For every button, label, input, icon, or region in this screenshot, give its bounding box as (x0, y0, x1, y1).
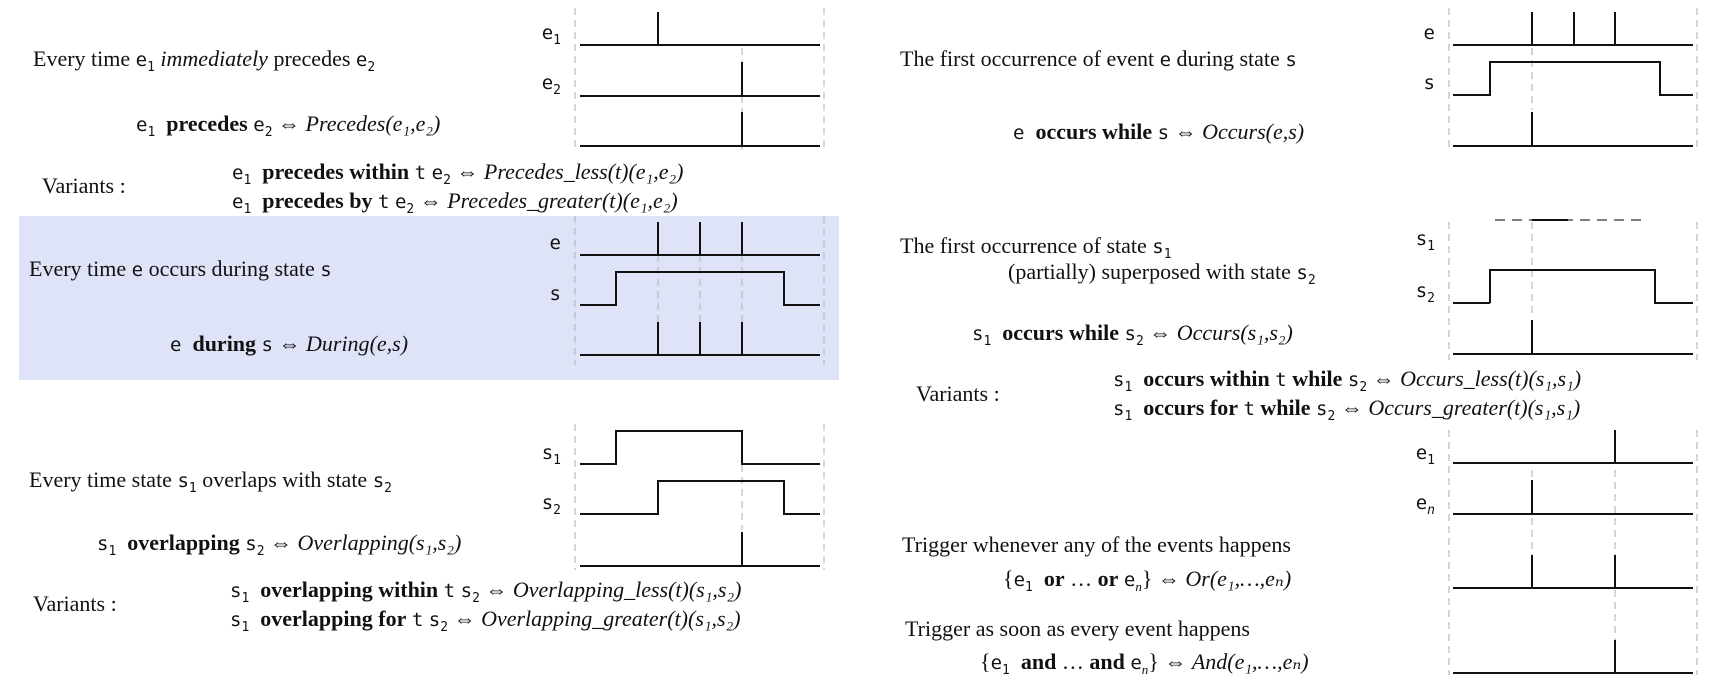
signal-label-r-s: s (1423, 72, 1435, 94)
variant-overlapping-within: $s_1$ overlapping within t $s_2$ ⇔ Overlapping_less(t)(s₁,s₂) (230, 577, 742, 606)
desc-occurs-state-line2: (partially) superposed with state $s_2$ (1008, 259, 1316, 288)
formula-precedes: $e_1$ precedes $e_2$ ⇔ Precedes(e₁,e₂) (136, 111, 441, 140)
signal-label-s2: $s_2$ (541, 492, 561, 518)
desc-during: Every time e occurs during state s (29, 256, 332, 281)
desc-overlapping: Every time state $s_1$ overlaps with state $s_2$ (29, 467, 392, 496)
signal-label-s1: $s_1$ (541, 442, 561, 468)
signal-label-r-s2: $s_2$ (1415, 280, 1435, 306)
formula-overlapping: $s_1$ overlapping $s_2$ ⇔ Overlapping(s₁,s₂) (97, 530, 462, 559)
formula-or: {$e_1$ or … or $e_n$} ⇔ Or(e₁,…,eₙ) (1003, 566, 1292, 595)
signal-label-s: s (549, 283, 561, 305)
variant-occurs-for: $s_1$ occurs for t while $s_2$ ⇔ Occurs_greater(t)(s₁,s₁) (1113, 395, 1581, 424)
variant-occurs-within: $s_1$ occurs within t while $s_2$ ⇔ Occurs_less(t)(s₁,s₁) (1113, 366, 1582, 395)
signal-label-r-e1: $e_1$ (1415, 442, 1435, 468)
desc-occurs-event: The first occurrence of event e during state s (900, 46, 1297, 71)
desc-precedes: Every time $e_1$ immediately precedes $e_2$ (33, 46, 376, 75)
formula-occurs-event: e occurs while s ⇔ Occurs(e,s) (1013, 119, 1305, 144)
desc-and: Trigger as soon as every event happens (905, 616, 1250, 641)
formula-during: e during s ⇔ During(e,s) (170, 331, 409, 356)
variants-label-r2: Variants : (916, 381, 1000, 406)
variant-precedes-within: $e_1$ precedes within t $e_2$ ⇔ Precedes_less(t)(e₁,e₂) (232, 159, 684, 188)
variants-label-3: Variants : (33, 591, 117, 616)
signal-label-e: e (549, 232, 561, 254)
state-r-s2-waveform (1490, 270, 1693, 303)
desc-or: Trigger whenever any of the events happens (902, 532, 1291, 557)
formula-and: {$e_1$ and … and $e_n$} ⇔ And(e₁,…,eₙ) (980, 649, 1309, 678)
state-s2-waveform (580, 481, 820, 514)
signal-label-r-e: e (1423, 22, 1435, 44)
desc-occurs-state-line1: The first occurrence of state $s_1$ (900, 233, 1172, 262)
state-r-s-waveform (1453, 62, 1693, 95)
signal-label-r-en: $e_n$ (1415, 492, 1435, 518)
formula-occurs-state: $s_1$ occurs while $s_2$ ⇔ Occurs(s₁,s₂) (972, 320, 1293, 349)
state-s1-waveform (580, 431, 820, 464)
state-s-waveform (580, 272, 820, 305)
signal-label-r-s1: $s_1$ (1415, 228, 1435, 254)
variant-precedes-by: $e_1$ precedes by t $e_2$ ⇔ Precedes_greater(t)(e₁,e₂) (232, 188, 678, 217)
variant-overlapping-for: $s_1$ overlapping for t $s_2$ ⇔ Overlapping_greater(t)(s₁,s₂) (230, 606, 741, 635)
signal-label-e1: $e_1$ (541, 22, 561, 48)
variants-label-1: Variants : (42, 173, 126, 198)
signal-label-e2: $e_2$ (541, 72, 561, 98)
